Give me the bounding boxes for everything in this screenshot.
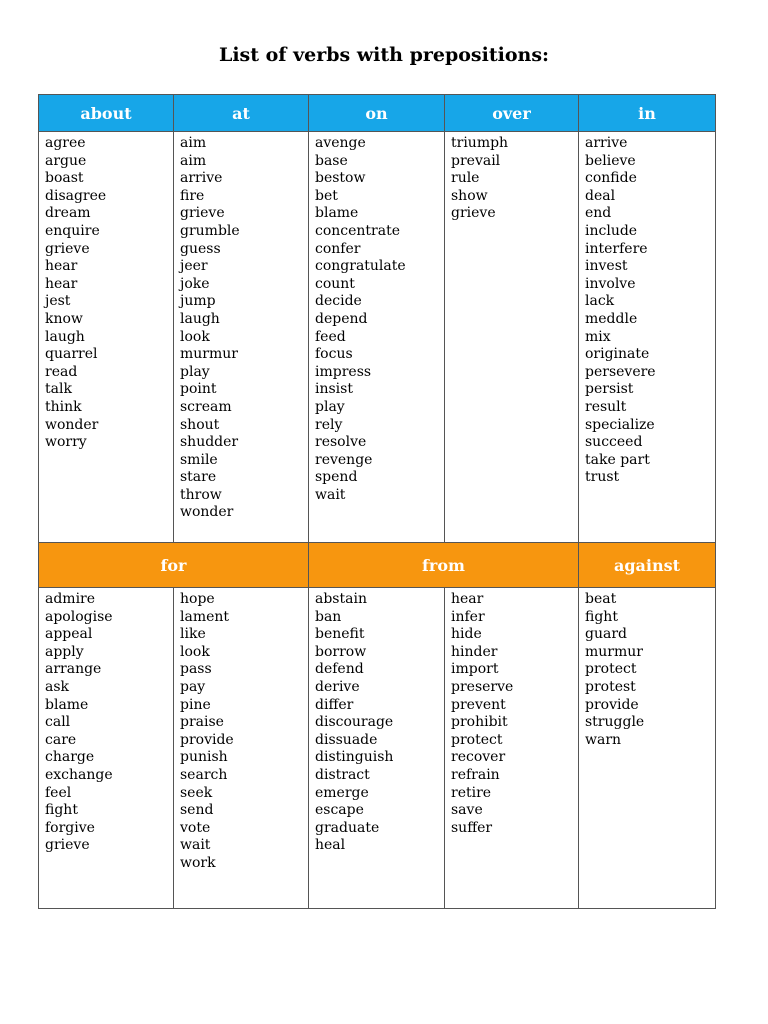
- header-about: about: [39, 95, 174, 132]
- verb-item: vote: [180, 819, 211, 836]
- verb-item: grieve: [45, 240, 90, 257]
- verb-item: lack: [585, 293, 615, 310]
- verb-item: feel: [45, 784, 72, 801]
- verb-item: revenge: [315, 451, 373, 468]
- verb-item: boast: [45, 170, 84, 187]
- verb-item: think: [45, 398, 82, 415]
- verb-item: suffer: [451, 819, 493, 836]
- verb-item: jest: [45, 293, 71, 310]
- verb-item: triumph: [451, 135, 509, 151]
- verb-item: stare: [180, 469, 217, 486]
- verb-item: differ: [315, 696, 354, 713]
- verb-item: jump: [180, 293, 216, 310]
- verb-item: recover: [451, 749, 506, 766]
- verb-item: preserve: [451, 678, 514, 695]
- verb-item: fight: [45, 802, 78, 819]
- verb-item: murmur: [585, 643, 643, 660]
- column-about: [39, 132, 174, 543]
- verb-item: believe: [585, 152, 636, 169]
- verb-item: apply: [45, 643, 84, 660]
- verb-item: fire: [180, 187, 205, 204]
- verb-item: retire: [451, 784, 492, 801]
- verb-item: aim: [180, 152, 207, 169]
- verb-item: spend: [315, 469, 358, 486]
- verb-item: heal: [315, 837, 346, 854]
- verb-item: laugh: [45, 328, 85, 345]
- verb-item: arrange: [45, 661, 102, 678]
- verb-item: show: [451, 187, 488, 204]
- verb-item: exchange: [45, 766, 113, 783]
- verb-item: send: [180, 802, 214, 819]
- verb-item: guess: [180, 240, 221, 257]
- verb-item: mix: [585, 328, 611, 345]
- verb-item: resolve: [315, 434, 367, 451]
- verb-item: deal: [585, 187, 616, 204]
- verb-item: ask: [45, 678, 70, 695]
- verb-item: meddle: [585, 310, 638, 327]
- verb-item: punish: [180, 749, 228, 766]
- verb-item: protect: [585, 661, 637, 678]
- header-for: for: [39, 543, 309, 588]
- verb-item: count: [315, 275, 355, 292]
- verb-item: trust: [585, 469, 620, 486]
- verb-item: hope: [180, 591, 215, 607]
- verb-item: confide: [585, 170, 637, 187]
- verb-item: protect: [451, 731, 503, 748]
- verb-item: provide: [180, 731, 234, 748]
- verb-item: look: [180, 643, 210, 660]
- verb-item: wonder: [45, 416, 99, 433]
- verb-item: persevere: [585, 363, 656, 380]
- verb-item: refrain: [451, 766, 500, 783]
- verb-item: play: [180, 363, 210, 380]
- verb-item: insist: [315, 381, 353, 398]
- verb-item: base: [315, 152, 348, 169]
- verb-item: murmur: [180, 346, 238, 363]
- verb-item: decide: [315, 293, 362, 310]
- verb-item: prevail: [451, 152, 501, 169]
- verb-item: wait: [180, 837, 211, 854]
- verb-item: involve: [585, 275, 636, 292]
- verb-item: pay: [180, 678, 206, 695]
- verb-item: hear: [451, 591, 484, 607]
- header-on: on: [309, 95, 445, 132]
- verb-item: bet: [315, 187, 338, 204]
- verb-item: escape: [315, 802, 364, 819]
- column-in: [579, 132, 716, 543]
- verb-item: discourage: [315, 714, 394, 731]
- verb-item: concentrate: [315, 222, 401, 239]
- header-at: at: [174, 95, 309, 132]
- verb-item: fight: [585, 608, 618, 625]
- column-on: [309, 132, 445, 543]
- verb-item: smile: [180, 451, 218, 468]
- verb-item: provide: [585, 696, 639, 713]
- verb-item: originate: [585, 346, 650, 363]
- verb-item: import: [451, 661, 499, 678]
- verb-item: take part: [585, 451, 650, 468]
- verb-item: aim: [180, 135, 207, 151]
- verb-item: specialize: [585, 416, 655, 433]
- verb-item: praise: [180, 714, 224, 731]
- verb-item: pass: [180, 661, 212, 678]
- verb-item: avenge: [315, 135, 366, 151]
- verb-item: prevent: [451, 696, 506, 713]
- verb-item: ban: [315, 608, 342, 625]
- verb-item: wonder: [180, 504, 234, 521]
- verb-item: blame: [315, 205, 359, 222]
- verb-item: graduate: [315, 819, 380, 836]
- verb-item: hear: [45, 258, 78, 275]
- verb-item: abstain: [315, 591, 367, 607]
- verb-list: [309, 588, 444, 855]
- verb-item: read: [45, 363, 78, 380]
- verb-list: [174, 588, 308, 873]
- verb-item: seek: [180, 784, 213, 801]
- column-from-2: [445, 588, 579, 909]
- verb-item: interfere: [585, 240, 648, 257]
- verb-list: [579, 588, 715, 749]
- verb-item: disagree: [45, 187, 107, 204]
- verb-item: struggle: [585, 714, 645, 731]
- verb-item: shudder: [180, 434, 239, 451]
- column-at: [174, 132, 309, 543]
- verb-item: feed: [315, 328, 346, 345]
- verb-item: rely: [315, 416, 343, 433]
- verb-item: like: [180, 626, 206, 643]
- header-from: from: [309, 543, 579, 588]
- verb-item: grumble: [180, 222, 240, 239]
- verb-item: throw: [180, 486, 222, 503]
- verb-item: dissuade: [315, 731, 378, 748]
- verb-item: benefit: [315, 626, 365, 643]
- bottom-lists-row: [39, 588, 716, 909]
- verb-item: result: [585, 398, 627, 415]
- header-over: over: [445, 95, 579, 132]
- verb-list: [309, 132, 444, 504]
- verb-item: borrow: [315, 643, 367, 660]
- verb-item: jeer: [180, 258, 208, 275]
- verb-item: joke: [180, 275, 210, 292]
- verb-list: [39, 588, 173, 855]
- verb-item: argue: [45, 152, 87, 169]
- verb-item: work: [180, 854, 216, 871]
- verb-item: agree: [45, 135, 86, 151]
- verb-item: grieve: [451, 205, 496, 222]
- verb-item: call: [45, 714, 71, 731]
- verb-item: emerge: [315, 784, 369, 801]
- verb-list: [579, 132, 715, 487]
- verb-item: guard: [585, 626, 627, 643]
- verb-item: hinder: [451, 643, 498, 660]
- verb-item: infer: [451, 608, 485, 625]
- verb-item: appeal: [45, 626, 93, 643]
- header-against: against: [579, 543, 716, 588]
- verb-item: forgive: [45, 819, 95, 836]
- verb-item: rule: [451, 170, 480, 187]
- verb-item: care: [45, 731, 77, 748]
- verb-list: [39, 132, 173, 452]
- column-against: [579, 588, 716, 909]
- verb-item: defend: [315, 661, 364, 678]
- verb-item: talk: [45, 381, 72, 398]
- verb-item: depend: [315, 310, 368, 327]
- verb-item: persist: [585, 381, 634, 398]
- verb-item: invest: [585, 258, 628, 275]
- verb-item: apologise: [45, 608, 113, 625]
- verb-item: save: [451, 802, 483, 819]
- verb-item: impress: [315, 363, 372, 380]
- verb-item: confer: [315, 240, 361, 257]
- verb-item: succeed: [585, 434, 643, 451]
- top-header-row: [39, 95, 716, 132]
- verb-item: bestow: [315, 170, 366, 187]
- verb-item: warn: [585, 731, 622, 748]
- verb-item: distract: [315, 766, 370, 783]
- column-for-2: [174, 588, 309, 909]
- verb-item: worry: [45, 434, 87, 451]
- page-title: List of verbs with prepositions:: [218, 44, 550, 66]
- verb-item: end: [585, 205, 612, 222]
- bottom-header-row: [39, 543, 716, 588]
- verb-item: search: [180, 766, 228, 783]
- verb-item: shout: [180, 416, 220, 433]
- verb-item: distinguish: [315, 749, 394, 766]
- verb-list: [174, 132, 308, 522]
- verb-item: dream: [45, 205, 91, 222]
- verb-list: [445, 588, 578, 837]
- verb-item: arrive: [585, 135, 628, 151]
- verb-list: [445, 132, 578, 223]
- column-for-1: [39, 588, 174, 909]
- verb-item: beat: [585, 591, 617, 607]
- verb-item: arrive: [180, 170, 223, 187]
- verb-item: quarrel: [45, 346, 98, 363]
- header-in: in: [579, 95, 716, 132]
- verb-item: pine: [180, 696, 211, 713]
- verbs-prepositions-table: [38, 94, 716, 909]
- verb-item: know: [45, 310, 83, 327]
- verb-item: scream: [180, 398, 232, 415]
- verb-item: point: [180, 381, 217, 398]
- verb-item: lament: [180, 608, 230, 625]
- verb-item: hear: [45, 275, 78, 292]
- verb-item: focus: [315, 346, 353, 363]
- verb-item: blame: [45, 696, 89, 713]
- verb-item: wait: [315, 486, 346, 503]
- top-lists-row: [39, 132, 716, 543]
- verb-item: enquire: [45, 222, 100, 239]
- verb-item: charge: [45, 749, 95, 766]
- verb-item: look: [180, 328, 210, 345]
- verb-item: protest: [585, 678, 636, 695]
- verb-item: prohibit: [451, 714, 508, 731]
- verb-item: laugh: [180, 310, 220, 327]
- column-over: [445, 132, 579, 543]
- column-from-1: [309, 588, 445, 909]
- verb-item: derive: [315, 678, 360, 695]
- verb-item: play: [315, 398, 345, 415]
- verb-item: include: [585, 222, 638, 239]
- verb-item: congratulate: [315, 258, 406, 275]
- verb-item: admire: [45, 591, 96, 607]
- verb-item: grieve: [180, 205, 225, 222]
- verb-item: hide: [451, 626, 482, 643]
- verb-item: grieve: [45, 837, 90, 854]
